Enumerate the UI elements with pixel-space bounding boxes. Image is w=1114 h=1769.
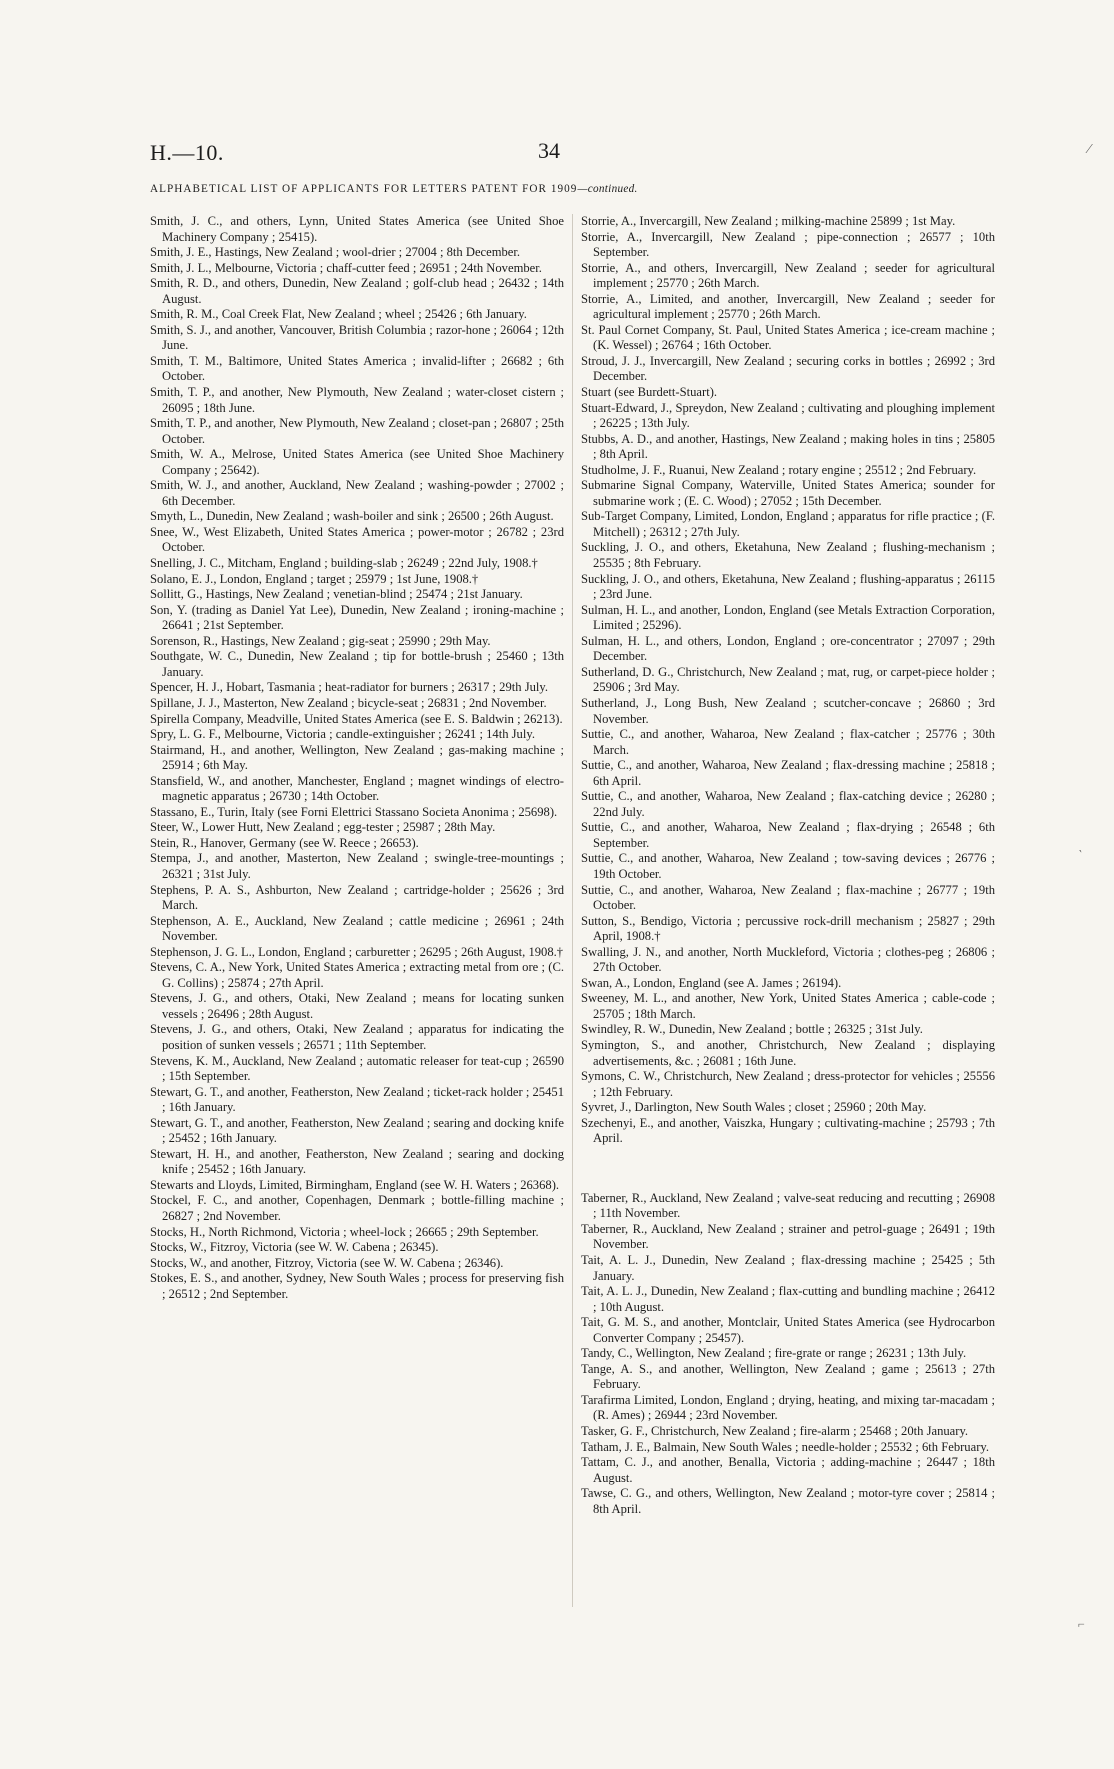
list-entry: Snee, W., West Elizabeth, United States America ; power-motor ; 26782 ; 23rd October. xyxy=(150,524,564,555)
list-entry: Smith, T. P., and another, New Plymouth, New Zealand ; water-closet cistern ; 26095 ; 18th June. xyxy=(150,385,564,415)
list-entry: Solano, E. J., London, England ; target ; 25979 ; 1st June, 1908.† xyxy=(150,571,479,586)
margin-mark: ⁄ xyxy=(1088,142,1091,157)
list-entry: Tait, G. M. S., and another, Montclair, United States America (see Hydrocarbon Converter Company ; 25457). xyxy=(581,1315,995,1345)
list-entry: Tandy, C., Wellington, New Zealand ; fire-grate or range ; 26231 ; 13th July. xyxy=(581,1346,967,1361)
list-entry: Stewart, H. H., and another, Featherston, New Zealand ; searing and docking knife ; 25452 ; 16th January. xyxy=(150,1146,564,1177)
list-entry: Stuart-Edward, J., Spreydon, New Zealand ; cultivating and ploughing implement ; 26225 ; 13th July. xyxy=(581,400,995,431)
list-entry: Storrie, A., Limited, and another, Invercargill, New Zealand ; seeder for agricultural implement ; 25770 ; 26th March. xyxy=(581,291,995,322)
list-entry: Smith, W. A., Melrose, United States America (see United Shoe Machinery Company ; 25642). xyxy=(150,447,564,477)
list-entry: Sulman, H. L., and others, London, England ; ore-concentrator ; 27097 ; 29th December. xyxy=(581,633,995,664)
list-entry: Swan, A., London, England (see A. James ; 26194). xyxy=(581,975,842,990)
list-entry: Suttie, C., and another, Waharoa, New Zealand ; tow-saving devices ; 26776 ; 19th October. xyxy=(581,851,995,881)
list-entry: Sutherland, J., Long Bush, New Zealand ; scutcher-concave ; 26860 ; 3rd November. xyxy=(581,695,995,726)
list-entry: Syvret, J., Darlington, New South Wales ; closet ; 25960 ; 20th May. xyxy=(581,1100,927,1115)
list-entry: Spillane, J. J., Masterton, New Zealand ; bicycle-seat ; 26831 ; 2nd November. xyxy=(150,695,547,710)
list-entry: Swindley, R. W., Dunedin, New Zealand ; bottle ; 26325 ; 31st July. xyxy=(581,1022,923,1037)
page-number: 34 xyxy=(538,138,560,163)
list-entry: Stairmand, H., and another, Wellington, New Zealand ; gas-making machine ; 25914 ; 6th May. xyxy=(150,742,564,773)
list-entry: Storrie, A., Invercargill, New Zealand ; milking-machine 25899 ; 1st May. xyxy=(581,214,956,228)
right-s-entries xyxy=(581,214,995,1147)
list-entry: Submarine Signal Company, Waterville, United States America; sounder for submarine work ; (E. C. Wood) ; 27052 ; 15th December. xyxy=(581,478,995,508)
list-entry: Sub-Target Company, Limited, London, England ; apparatus for rifle practice ; (F. Mitchell) ; 26312 ; 27th July. xyxy=(581,509,995,539)
list-entry: Szechenyi, E., and another, Vaiszka, Hungary ; cultivating-machine ; 25793 ; 7th April. xyxy=(581,1115,995,1146)
list-entry: Sweeney, M. L., and another, New York, United States America ; cable-code ; 25705 ; 18th March. xyxy=(581,991,995,1021)
list-entry: Stephenson, A. E., Auckland, New Zealand ; cattle medicine ; 26961 ; 24th November. xyxy=(150,913,564,944)
list-entry: Spirella Company, Meadville, United States America (see E. S. Baldwin ; 26213). xyxy=(150,711,563,726)
list-entry: Sollitt, G., Hastings, New Zealand ; venetian-blind ; 25474 ; 21st January. xyxy=(150,587,523,602)
list-entry: Stevens, J. G., and others, Otaki, New Zealand ; means for locating sunken vessels ; 26496 ; 28th August. xyxy=(150,991,564,1021)
list-entry: Taberner, R., Auckland, New Zealand ; valve-seat reducing and recutting ; 26908 ; 11th November. xyxy=(581,1190,995,1221)
page-heading xyxy=(150,183,982,195)
list-entry: Studholme, J. F., Ruanui, New Zealand ; rotary engine ; 25512 ; 2nd February. xyxy=(581,462,977,477)
margin-mark: ⌐ xyxy=(1078,1617,1085,1631)
list-entry: Tattam, C. J., and another, Benalla, Victoria ; adding-machine ; 26447 ; 18th August. xyxy=(581,1455,995,1485)
list-entry: Smyth, L., Dunedin, New Zealand ; wash-boiler and sink ; 26500 ; 26th August. xyxy=(150,509,554,524)
list-entry: Symington, S., and another, Christchurch, New Zealand ; displaying advertisements, &c. ; 26081 ; 16th June. xyxy=(581,1037,995,1068)
list-entry: Swalling, J. N., and another, North Muckleford, Victoria ; clothes-peg ; 26806 ; 27th October. xyxy=(581,944,995,975)
list-entry: Suttie, C., and another, Waharoa, New Zealand ; flax-machine ; 26777 ; 19th October. xyxy=(581,882,995,913)
list-entry: Stevens, C. A., New York, United States America ; extracting metal from ore ; (C. G. Collins) ; 25874 ; 27th April. xyxy=(150,960,564,990)
list-entry: Stephenson, J. G. L., London, England ; carburetter ; 26295 ; 26th August, 1908.† xyxy=(150,944,564,959)
list-entry: Suttie, C., and another, Waharoa, New Zealand ; flax-catcher ; 25776 ; 30th March. xyxy=(581,727,995,757)
list-entry: St. Paul Cornet Company, St. Paul, United States America ; ice-cream machine ; (K. Wessel) ; 26764 ; 16th October. xyxy=(581,322,995,353)
list-entry: Stroud, J. J., Invercargill, New Zealand ; securing corks in bottles ; 26992 ; 3rd December. xyxy=(581,353,995,384)
list-entry: Suttie, C., and another, Waharoa, New Zealand ; flax-drying ; 26548 ; 6th September. xyxy=(581,820,995,850)
list-entry: Taberner, R., Auckland, New Zealand ; strainer and petrol-guage ; 26491 ; 19th November. xyxy=(581,1221,995,1252)
list-entry: Snelling, J. C., Mitcham, England ; building-slab ; 26249 ; 22nd July, 1908.† xyxy=(150,556,538,571)
list-entry: Sorenson, R., Hastings, New Zealand ; gig-seat ; 25990 ; 29th May. xyxy=(150,633,491,648)
heading-title: ALPHABETICAL LIST OF APPLICANTS FOR LETTERS PATENT FOR 1909 xyxy=(150,183,578,195)
list-entry: Steer, W., Lower Hutt, New Zealand ; egg-tester ; 25987 ; 28th May. xyxy=(150,820,496,835)
list-entry: Storrie, A., and others, Invercargill, New Zealand ; seeder for agricultural implement ; 25770 ; 26th March. xyxy=(581,260,995,291)
list-entry: Stuart (see Burdett-Stuart). xyxy=(581,385,718,400)
list-entry: Stempa, J., and another, Masterton, New Zealand ; swingle-tree-mountings ; 26321 ; 31st July. xyxy=(150,851,564,881)
heading-continued: —continued. xyxy=(577,183,638,195)
list-entry: Stubbs, A. D., and another, Hastings, New Zealand ; making holes in tins ; 25805 ; 8th April. xyxy=(581,431,995,462)
list-entry: Smith, S. J., and another, Vancouver, British Columbia ; razor-hone ; 26064 ; 12th June. xyxy=(150,322,564,353)
list-entry: Sutton, S., Bendigo, Victoria ; percussive rock-drill mechanism ; 25827 ; 29th April, 1908.† xyxy=(581,913,995,944)
list-entry: Tasker, G. F., Christchurch, New Zealand ; fire-alarm ; 25468 ; 20th January. xyxy=(581,1424,969,1439)
list-entry: Stewart, G. T., and another, Featherston, New Zealand ; searing and docking knife ; 25452 ; 16th January. xyxy=(150,1115,564,1146)
page-id: H.—10. xyxy=(150,140,224,165)
right-t-entries xyxy=(581,1191,995,1517)
list-entry: Suckling, J. O., and others, Eketahuna, New Zealand ; flushing-apparatus ; 26115 ; 23rd June. xyxy=(581,571,995,602)
list-entry: Tatham, J. E., Balmain, New South Wales ; needle-holder ; 25532 ; 6th February. xyxy=(581,1439,990,1454)
section-gap xyxy=(581,1147,995,1191)
list-entry: Stokes, E. S., and another, Sydney, New South Wales ; process for preserving fish ; 26512 ; 2nd September. xyxy=(150,1271,564,1301)
list-entry: Tarafirma Limited, London, England ; drying, heating, and mixing tar-macadam ; (R. Ames) ; 26944 ; 23rd November. xyxy=(581,1392,995,1423)
list-entry: Stevens, J. G., and others, Otaki, New Zealand ; apparatus for indicating the position of sunken vessels ; 26571 ; 11th September. xyxy=(150,1022,564,1052)
margin-mark: ‵ xyxy=(1079,848,1082,862)
list-entry: Smith, J. C., and others, Lynn, United States America (see United Shoe Machinery Company ; 25415). xyxy=(150,214,564,244)
list-entry: Sutherland, D. G., Christchurch, New Zealand ; mat, rug, or carpet-piece holder ; 25906 ; 3rd May. xyxy=(581,664,995,695)
list-entry: Symons, C. W., Christchurch, New Zealand ; dress-protector for vehicles ; 25556 ; 12th February. xyxy=(581,1069,995,1099)
list-entry: Stocks, W., and another, Fitzroy, Victoria (see W. W. Cabena ; 26346). xyxy=(150,1255,504,1270)
list-entry: Tait, A. L. J., Dunedin, New Zealand ; flax-cutting and bundling machine ; 26412 ; 10th August. xyxy=(581,1284,995,1314)
list-entry: Stockel, F. C., and another, Copenhagen, Denmark ; bottle-filling machine ; 26827 ; 2nd November. xyxy=(150,1193,564,1223)
list-entry: Son, Y. (trading as Daniel Yat Lee), Dunedin, New Zealand ; ironing-machine ; 26641 ; 21st September. xyxy=(150,602,564,633)
list-entry: Suttie, C., and another, Waharoa, New Zealand ; flax-dressing machine ; 25818 ; 6th April. xyxy=(581,758,995,788)
list-entry: Tawse, C. G., and others, Wellington, New Zealand ; motor-tyre cover ; 25814 ; 8th April. xyxy=(581,1486,995,1516)
list-entry: Southgate, W. C., Dunedin, New Zealand ; tip for bottle-brush ; 25460 ; 13th January. xyxy=(150,649,564,679)
list-entry: Stansfield, W., and another, Manchester, England ; magnet windings of electro-magnetic apparatus ; 26730 ; 14th October. xyxy=(150,773,564,804)
list-entry: Stassano, E., Turin, Italy (see Forni Elettrici Stassano Societa Anonima ; 25698). xyxy=(150,804,558,819)
left-column xyxy=(150,214,564,1302)
list-entry: Storrie, A., Invercargill, New Zealand ; pipe-connection ; 26577 ; 10th September. xyxy=(581,229,995,260)
list-entry: Smith, T. P., and another, New Plymouth, New Zealand ; closet-pan ; 26807 ; 25th October. xyxy=(150,416,564,446)
list-entry: Smith, R. M., Coal Creek Flat, New Zealand ; wheel ; 25426 ; 6th January. xyxy=(150,307,527,322)
list-entry: Smith, W. J., and another, Auckland, New Zealand ; washing-powder ; 27002 ; 6th December. xyxy=(150,478,564,508)
list-entry: Smith, J. L., Melbourne, Victoria ; chaff-cutter feed ; 26951 ; 24th November. xyxy=(150,260,542,275)
list-entry: Spry, L. G. F., Melbourne, Victoria ; candle-extinguisher ; 26241 ; 14th July. xyxy=(150,727,535,742)
list-entry: Suttie, C., and another, Waharoa, New Zealand ; flax-catching device ; 26280 ; 22nd July. xyxy=(581,789,995,819)
list-entry: Stewarts and Lloyds, Limited, Birmingham, England (see W. H. Waters ; 26368). xyxy=(150,1177,560,1192)
list-entry: Tange, A. S., and another, Wellington, New Zealand ; game ; 25613 ; 27th February. xyxy=(581,1361,995,1392)
list-entry: Stephens, P. A. S., Ashburton, New Zealand ; cartridge-holder ; 25626 ; 3rd March. xyxy=(150,882,564,913)
list-entry: Spencer, H. J., Hobart, Tasmania ; heat-radiator for burners ; 26317 ; 29th July. xyxy=(150,680,549,695)
list-entry: Suckling, J. O., and others, Eketahuna, New Zealand ; flushing-mechanism ; 25535 ; 8th February. xyxy=(581,540,995,571)
list-entry: Sulman, H. L., and another, London, England (see Metals Extraction Corporation, Limited ; 25296). xyxy=(581,602,995,633)
list-entry: Smith, J. E., Hastings, New Zealand ; wool-drier ; 27004 ; 8th December. xyxy=(150,245,521,260)
list-entry: Stein, R., Hanover, Germany (see W. Reece ; 26653). xyxy=(150,835,419,850)
list-entry: Tait, A. L. J., Dunedin, New Zealand ; flax-dressing machine ; 25425 ; 5th January. xyxy=(581,1253,995,1283)
list-entry: Stocks, W., Fitzroy, Victoria (see W. W. Cabena ; 26345). xyxy=(150,1240,439,1255)
list-entry: Smith, T. M., Baltimore, United States America ; invalid-lifter ; 26682 ; 6th October. xyxy=(150,353,564,384)
list-entry: Stocks, H., North Richmond, Victoria ; wheel-lock ; 26665 ; 29th September. xyxy=(150,1224,539,1239)
right-column xyxy=(581,214,995,1517)
list-entry: Smith, R. D., and others, Dunedin, New Zealand ; golf-club head ; 26432 ; 14th August. xyxy=(150,276,564,306)
column-divider xyxy=(572,214,573,1607)
list-entry: Stevens, K. M., Auckland, New Zealand ; automatic releaser for teat-cup ; 26590 ; 15th September. xyxy=(150,1053,564,1084)
list-entry: Stewart, G. T., and another, Featherston, New Zealand ; ticket-rack holder ; 25451 ; 16th January. xyxy=(150,1084,564,1115)
